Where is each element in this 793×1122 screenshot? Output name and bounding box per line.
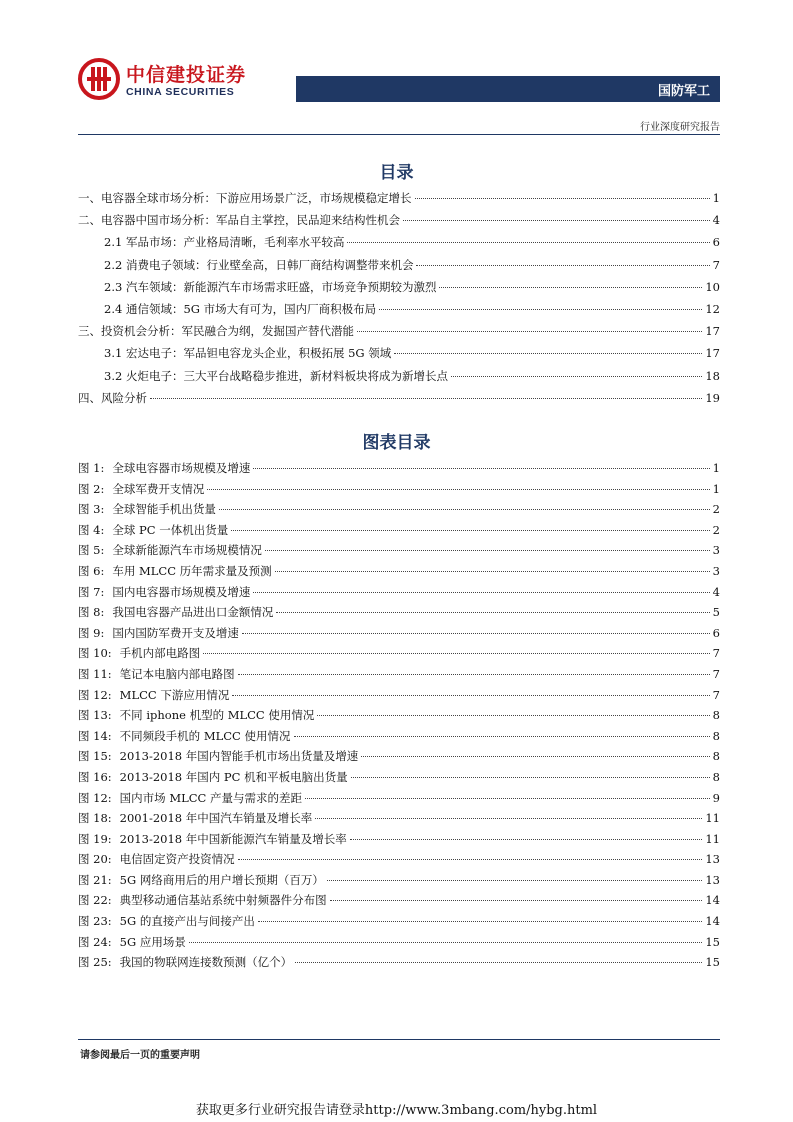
toc-entry[interactable] xyxy=(78,234,720,256)
figure-caption: 不同频段手机的 MLCC 使用情况 xyxy=(119,728,291,743)
figure-number: 图 9: xyxy=(78,625,105,640)
dot-leader xyxy=(315,818,702,819)
disclaimer-note: 请参阅最后一页的重要声明 xyxy=(80,1050,200,1061)
dot-leader xyxy=(275,571,710,572)
figure-entry[interactable] xyxy=(78,604,720,625)
figure-page: 7 xyxy=(712,646,720,661)
figure-page: 11 xyxy=(705,811,720,826)
figure-caption: 2013-2018 年国内智能手机市场出货量及增速 xyxy=(119,749,359,764)
toc-entry-text: 2.3 汽车领域：新能源汽车市场需求旺盛，市场竞争预期较为激烈 xyxy=(104,279,437,294)
figure-entry[interactable] xyxy=(78,501,720,522)
toc-entry-text: 2.2 消费电子领域：行业壁垒高，日韩厂商结构调整带来机会 xyxy=(104,257,414,272)
figure-caption: 2013-2018 年国内 PC 机和平板电脑出货量 xyxy=(119,769,348,784)
dot-leader xyxy=(253,468,709,469)
figure-page: 11 xyxy=(705,831,720,846)
figure-caption: 典型移动通信基站系统中射频器件分布图 xyxy=(119,893,327,908)
figure-page: 4 xyxy=(712,584,720,599)
dot-leader xyxy=(295,962,702,963)
dot-leader xyxy=(242,633,710,634)
figure-page: 2 xyxy=(712,522,720,537)
figure-number: 图 8: xyxy=(78,605,105,620)
figure-number: 图 20: xyxy=(78,852,112,867)
toc-entry-page: 19 xyxy=(705,390,720,405)
figure-entry[interactable] xyxy=(78,954,720,975)
figure-caption: 我国的物联网连接数预测（亿个） xyxy=(119,955,293,970)
figure-number: 图 5: xyxy=(78,543,105,558)
toc-entry[interactable] xyxy=(78,390,720,412)
toc-entry-text: 2.1 军品市场：产业格局清晰，毛利率水平较高 xyxy=(104,235,345,250)
dot-leader xyxy=(203,653,710,654)
figure-entry[interactable] xyxy=(78,810,720,831)
figure-page: 14 xyxy=(705,893,720,908)
figure-number: 图 12: xyxy=(78,687,112,702)
toc-entry-text: 3.1 宏达电子：军品钽电容龙头企业，积极拓展 5G 领域 xyxy=(104,346,392,361)
figure-page: 9 xyxy=(712,790,720,805)
figure-page: 1 xyxy=(712,481,720,496)
figure-caption: 国内国防军费开支及增速 xyxy=(112,625,239,640)
toc-entry[interactable] xyxy=(78,345,720,367)
figure-number: 图 11: xyxy=(78,666,112,681)
toc-entry-page: 17 xyxy=(705,346,720,361)
figure-caption: 手机内部电路图 xyxy=(119,646,201,661)
dot-leader xyxy=(394,353,702,354)
dot-leader xyxy=(351,777,710,778)
dot-leader xyxy=(416,265,709,266)
figure-number: 图 14: xyxy=(78,728,112,743)
figure-number: 图 12: xyxy=(78,790,112,805)
toc-entry[interactable] xyxy=(78,190,720,212)
dot-leader xyxy=(357,331,702,332)
figure-number: 图 19: xyxy=(78,831,112,846)
figure-entry[interactable] xyxy=(78,892,720,913)
figure-caption: 2001-2018 年中国汽车销量及增长率 xyxy=(119,811,313,826)
figure-page: 8 xyxy=(712,769,720,784)
dot-leader xyxy=(276,612,709,613)
figure-caption: 笔记本电脑内部电路图 xyxy=(119,666,235,681)
figure-page: 6 xyxy=(712,625,720,640)
logo-chinese-name: 中信建投证券 xyxy=(126,64,247,86)
footer-divider xyxy=(78,1039,720,1040)
figure-number: 图 23: xyxy=(78,914,112,929)
figure-entry[interactable] xyxy=(78,872,720,893)
figure-entry[interactable] xyxy=(78,522,720,543)
figure-entry[interactable] xyxy=(78,769,720,790)
dot-leader xyxy=(403,220,710,221)
dot-leader xyxy=(150,398,702,399)
figure-page: 13 xyxy=(705,852,720,867)
dot-leader xyxy=(347,242,709,243)
toc-entry-page: 10 xyxy=(705,279,720,294)
figure-entry[interactable] xyxy=(78,645,720,666)
toc-entry-text: 四、风险分析 xyxy=(78,390,147,405)
figure-page: 7 xyxy=(712,666,720,681)
download-banner[interactable]: 获取更多行业研究报告请登录http://www.3mbang.com/hybg.html xyxy=(195,1103,598,1118)
figure-page: 3 xyxy=(712,543,720,558)
figure-entry[interactable] xyxy=(78,625,720,646)
figure-caption: 车用 MLCC 历年需求量及预测 xyxy=(112,563,272,578)
dot-leader xyxy=(317,715,709,716)
figure-caption: 2013-2018 年中国新能源汽车销量及增长率 xyxy=(119,831,347,846)
toc-entry[interactable] xyxy=(78,368,720,390)
figure-entry[interactable] xyxy=(78,481,720,502)
figure-entry[interactable] xyxy=(78,934,720,955)
toc-entry-page: 1 xyxy=(712,191,720,205)
figure-number: 图 25: xyxy=(78,955,112,970)
dot-leader xyxy=(238,674,710,675)
toc-entry[interactable] xyxy=(78,257,720,279)
dot-leader xyxy=(439,287,702,288)
figure-number: 图 7: xyxy=(78,584,105,599)
dot-leader xyxy=(379,309,702,310)
figure-number: 图 16: xyxy=(78,769,112,784)
toc-entry-page: 18 xyxy=(705,368,720,383)
toc-title: 目录 xyxy=(379,163,414,183)
dot-leader xyxy=(207,489,709,490)
figure-caption: 5G 应用场景 xyxy=(119,934,186,949)
figure-page: 14 xyxy=(705,914,720,929)
figure-list xyxy=(78,460,720,975)
figure-number: 图 21: xyxy=(78,872,112,887)
dot-leader xyxy=(231,530,709,531)
figure-page: 8 xyxy=(712,728,720,743)
figure-page: 15 xyxy=(705,955,720,970)
figure-entry[interactable] xyxy=(78,687,720,708)
dot-leader xyxy=(305,798,710,799)
figure-number: 图 1: xyxy=(78,461,105,475)
dot-leader xyxy=(415,198,710,199)
toc-entry[interactable] xyxy=(78,279,720,301)
figure-number: 图 3: xyxy=(78,502,105,517)
dot-leader xyxy=(265,550,710,551)
figure-entry[interactable] xyxy=(78,851,720,872)
figure-page: 7 xyxy=(712,687,720,702)
toc-entry-page: 6 xyxy=(712,235,720,250)
figure-caption: 全球军费开支情况 xyxy=(112,481,205,496)
toc-entry[interactable] xyxy=(78,301,720,323)
dot-leader xyxy=(258,921,703,922)
report-type: 行业深度研究报告 xyxy=(640,122,720,133)
toc-entry[interactable] xyxy=(78,323,720,345)
dot-leader xyxy=(253,592,709,593)
figure-entry[interactable] xyxy=(78,790,720,811)
sector-label: 国防军工 xyxy=(657,84,710,99)
figure-entry[interactable] xyxy=(78,666,720,687)
dot-leader xyxy=(451,376,702,377)
figure-caption: 5G 网络商用后的用户增长预期（百万） xyxy=(119,872,324,887)
figure-number: 图 13: xyxy=(78,708,112,723)
toc-entry-page: 4 xyxy=(712,213,720,228)
figure-number: 图 15: xyxy=(78,749,112,764)
dot-leader xyxy=(294,736,710,737)
dot-leader xyxy=(327,880,703,881)
figure-number: 图 18: xyxy=(78,811,112,826)
figure-entry[interactable] xyxy=(78,707,720,728)
figure-number: 图 2: xyxy=(78,481,105,496)
figure-entry[interactable] xyxy=(78,748,720,769)
logo-english-name: CHINA SECURITIES xyxy=(126,86,235,98)
figure-page: 8 xyxy=(712,708,720,723)
figure-entry[interactable] xyxy=(78,584,720,605)
figure-caption: 5G 的直接产出与间接产出 xyxy=(119,914,255,929)
toc-entry[interactable] xyxy=(78,212,720,234)
dot-leader xyxy=(350,839,703,840)
figure-caption: 国内电容器市场规模及增速 xyxy=(112,584,251,599)
figure-caption: MLCC 下游应用情况 xyxy=(119,687,230,702)
figure-caption: 我国电容器产品进出口金额情况 xyxy=(112,605,274,620)
figure-page: 15 xyxy=(705,934,720,949)
figure-number: 图 10: xyxy=(78,646,112,661)
dot-leader xyxy=(330,900,703,901)
figure-entry[interactable] xyxy=(78,460,720,481)
figure-page: 1 xyxy=(712,461,720,475)
toc-entry-text: 一、电容器全球市场分析：下游应用场景广泛，市场规模稳定增长 xyxy=(78,191,412,205)
figure-caption: 电信固定资产投资情况 xyxy=(119,852,235,867)
company-logo xyxy=(78,58,258,102)
figure-entry[interactable] xyxy=(78,542,720,563)
dot-leader xyxy=(219,509,710,510)
toc-entry-page: 17 xyxy=(705,324,720,339)
figure-caption: 全球新能源汽车市场规模情况 xyxy=(112,543,262,558)
figure-page: 13 xyxy=(705,872,720,887)
toc-entry-text: 二、电容器中国市场分析：军品自主掌控，民品迎来结构性机会 xyxy=(78,213,400,228)
figure-entry[interactable] xyxy=(78,728,720,749)
figure-caption: 不同 iphone 机型的 MLCC 使用情况 xyxy=(119,708,315,723)
toc-entry-page: 12 xyxy=(705,301,720,316)
toc-entry-text: 三、投资机会分析：军民融合为纲，发掘国产替代潜能 xyxy=(78,324,354,339)
figure-page: 5 xyxy=(712,605,720,620)
figure-entry[interactable] xyxy=(78,831,720,852)
figure-number: 图 22: xyxy=(78,893,112,908)
china-securities-logo-icon xyxy=(78,58,120,100)
toc-entry-page: 7 xyxy=(712,257,720,272)
toc-entry-text: 3.2 火炬电子：三大平台战略稳步推进，新材料板块将成为新增长点 xyxy=(104,368,448,383)
dot-leader xyxy=(232,695,709,696)
figure-caption: 全球电容器市场规模及增速 xyxy=(112,461,251,475)
figure-page: 8 xyxy=(712,749,720,764)
figure-entry[interactable] xyxy=(78,563,720,584)
toc-entry-text: 2.4 通信领域：5G 市场大有可为，国内厂商积极布局 xyxy=(104,301,377,316)
figure-number: 图 4: xyxy=(78,522,105,537)
figure-caption: 国内市场 MLCC 产量与需求的差距 xyxy=(119,790,302,805)
figure-number: 图 24: xyxy=(78,934,112,949)
figure-caption: 全球智能手机出货量 xyxy=(112,502,216,517)
dot-leader xyxy=(361,756,709,757)
header-divider xyxy=(78,134,720,135)
dot-leader xyxy=(238,859,703,860)
figure-caption: 全球 PC 一体机出货量 xyxy=(112,522,229,537)
figure-page: 3 xyxy=(712,563,720,578)
figure-number: 图 6: xyxy=(78,563,105,578)
figure-page: 2 xyxy=(712,502,720,517)
figure-entry[interactable] xyxy=(78,913,720,934)
dot-leader xyxy=(189,942,703,943)
sector-band xyxy=(296,76,720,102)
toc-list xyxy=(78,190,720,412)
figures-title: 图表目录 xyxy=(362,433,431,453)
